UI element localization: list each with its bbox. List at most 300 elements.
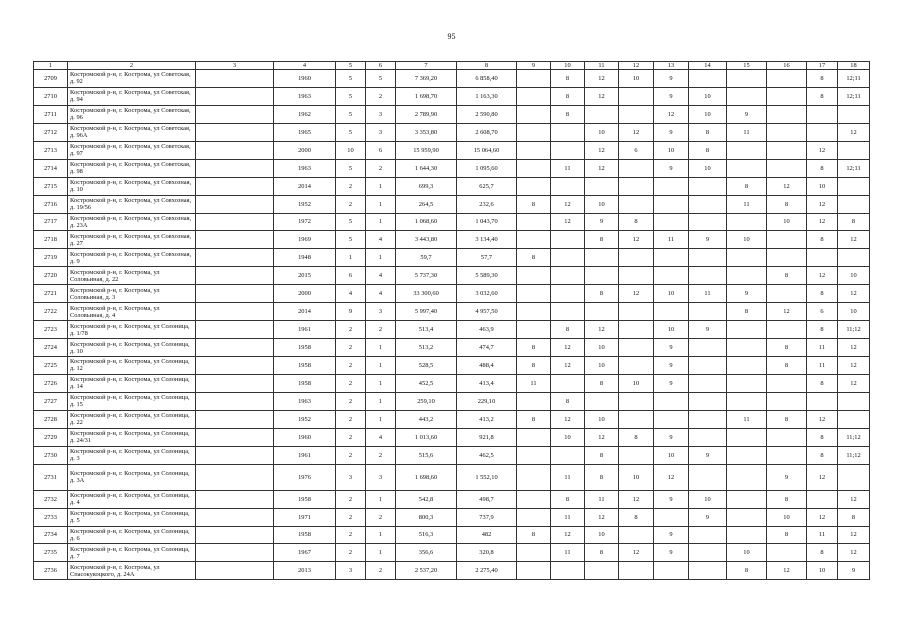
table-cell [654, 508, 689, 526]
table-cell: 12 [807, 464, 838, 490]
table-cell: 2 [366, 508, 396, 526]
table-cell: 8 [838, 508, 870, 526]
row-number-cell: 2732 [34, 490, 68, 508]
table-cell [551, 285, 585, 303]
table-cell: 2 [336, 177, 366, 195]
table-cell [619, 195, 654, 213]
table-cell: 4 [366, 428, 396, 446]
table-cell: 11 [517, 374, 551, 392]
row-number-cell: 2735 [34, 544, 68, 562]
table-cell: 452,5 [396, 374, 457, 392]
table-cell [585, 267, 619, 285]
table-cell: 1960 [274, 70, 336, 88]
table-cell: 1 698,70 [396, 87, 457, 105]
table-cell: 12 [838, 339, 870, 357]
table-cell: 1 095,60 [457, 159, 517, 177]
table-cell: 11 [727, 123, 767, 141]
table-cell: 10 [654, 446, 689, 464]
table-cell: 8 [767, 339, 807, 357]
table-cell: 8 [585, 544, 619, 562]
table-cell: 12 [619, 285, 654, 303]
table-cell [689, 410, 727, 428]
row-number-cell: 2728 [34, 410, 68, 428]
table-cell: 8 [517, 410, 551, 428]
table-cell [517, 303, 551, 321]
table-cell: 10 [585, 410, 619, 428]
table-cell [654, 562, 689, 580]
table-cell [517, 392, 551, 410]
table-cell: 12 [585, 321, 619, 339]
column-header: 2 [68, 62, 196, 70]
table-cell: 1952 [274, 410, 336, 428]
table-cell: 8 [767, 490, 807, 508]
table-cell: 11 [585, 490, 619, 508]
table-cell: 11;12 [838, 428, 870, 446]
page-number: 95 [447, 32, 456, 41]
table-cell [727, 70, 767, 88]
table-cell: 625,7 [457, 177, 517, 195]
table-row [34, 231, 870, 249]
table-cell [654, 249, 689, 267]
table-cell [689, 392, 727, 410]
column-header: 9 [517, 62, 551, 70]
table-cell: 9 [585, 213, 619, 231]
table-cell [807, 249, 838, 267]
table-cell: 1 163,30 [457, 87, 517, 105]
table-cell: 2 [366, 446, 396, 464]
column-header: 17 [807, 62, 838, 70]
table-cell [767, 428, 807, 446]
table-cell [727, 428, 767, 446]
table-row [34, 357, 870, 375]
table-cell: 10 [585, 526, 619, 544]
table-cell: 8 [807, 321, 838, 339]
address-cell: Костромской р-н, г. Кострома, ул Солоница, д. 14 [68, 374, 196, 392]
table-cell: 12 [551, 410, 585, 428]
table-cell: 12 [807, 508, 838, 526]
table-cell [807, 123, 838, 141]
address-cell: Костромской р-н, г. Кострома, ул Совхозная, д. 9 [68, 249, 196, 267]
table-cell: 356,6 [396, 544, 457, 562]
table-cell: 2 [336, 508, 366, 526]
table-cell: 5 737,30 [396, 267, 457, 285]
address-cell: Костромской р-н, г. Кострома, ул Соловьиная, д. 3 [68, 285, 196, 303]
address-cell: Костромской р-н, г. Кострома, ул Солоница, д. 12 [68, 357, 196, 375]
table-cell [838, 410, 870, 428]
table-cell [727, 490, 767, 508]
table-cell: 8 [727, 177, 767, 195]
table-cell: 1 [366, 490, 396, 508]
housing-registry-table [33, 61, 870, 580]
table-row [34, 267, 870, 285]
table-row [34, 177, 870, 195]
row-number-cell: 2711 [34, 105, 68, 123]
table-cell: 8 [767, 410, 807, 428]
table-cell: 10 [689, 105, 727, 123]
table-cell: 1958 [274, 490, 336, 508]
table-cell: 1 [366, 357, 396, 375]
table-cell: 1952 [274, 195, 336, 213]
address-cell: Костромской р-н, г. Кострома, ул Советская, д. 98 [68, 159, 196, 177]
table-cell [767, 105, 807, 123]
table-cell: 9 [654, 123, 689, 141]
row-number-cell: 2721 [34, 285, 68, 303]
table-cell [517, 428, 551, 446]
table-cell [619, 357, 654, 375]
address-cell: Костромской р-н, г. Кострома, ул Совхозная, д. 27 [68, 231, 196, 249]
table-cell: 1971 [274, 508, 336, 526]
table-cell: 1 [366, 195, 396, 213]
table-cell: 9 [727, 105, 767, 123]
table-cell: 9 [654, 159, 689, 177]
table-cell: 1960 [274, 428, 336, 446]
table-cell: 4 [366, 267, 396, 285]
table-cell: 1 [366, 544, 396, 562]
table-cell: 9 [654, 526, 689, 544]
table-cell: 12 [551, 357, 585, 375]
table-cell: 8 [807, 159, 838, 177]
table-cell: 482 [457, 526, 517, 544]
table-cell: 413,4 [457, 374, 517, 392]
row-number-cell: 2726 [34, 374, 68, 392]
table-cell: 9 [689, 446, 727, 464]
column-header: 16 [767, 62, 807, 70]
table-cell: 5 [336, 123, 366, 141]
table-cell: 9 [767, 464, 807, 490]
table-cell: 8 [551, 321, 585, 339]
table-cell: 12 [654, 464, 689, 490]
table-cell: 1962 [274, 105, 336, 123]
table-cell: 2 [366, 87, 396, 105]
table-cell: 9 [689, 321, 727, 339]
table-cell: 12 [807, 213, 838, 231]
table-cell: 1 068,60 [396, 213, 457, 231]
table-cell: 6 858,40 [457, 70, 517, 88]
table-cell: 12 [838, 490, 870, 508]
table-row [34, 303, 870, 321]
address-cell: Костромской р-н, г. Кострома, ул Солоница, д. 15 [68, 392, 196, 410]
table-cell [619, 177, 654, 195]
table-cell [517, 446, 551, 464]
table-cell: 3 [366, 105, 396, 123]
table-cell: 1963 [274, 87, 336, 105]
table-cell [196, 464, 274, 490]
table-row [34, 526, 870, 544]
table-cell: 10 [727, 544, 767, 562]
table-cell [767, 285, 807, 303]
table-cell: 542,8 [396, 490, 457, 508]
column-header: 18 [838, 62, 870, 70]
table-cell: 12 [551, 195, 585, 213]
table-cell: 2 [336, 446, 366, 464]
table-cell [196, 357, 274, 375]
table-cell: 1 644,30 [396, 159, 457, 177]
table-cell [196, 87, 274, 105]
table-cell [727, 526, 767, 544]
table-cell: 2 789,90 [396, 105, 457, 123]
table-cell: 10 [767, 213, 807, 231]
table-cell: 2 537,20 [396, 562, 457, 580]
table-cell: 1958 [274, 339, 336, 357]
table-cell: 320,8 [457, 544, 517, 562]
table-row [34, 508, 870, 526]
table-cell: 12 [767, 177, 807, 195]
table-cell: 8 [767, 267, 807, 285]
table-cell: 3 [336, 464, 366, 490]
table-row [34, 285, 870, 303]
table-cell [196, 177, 274, 195]
table-cell: 1976 [274, 464, 336, 490]
table-cell: 8 [838, 213, 870, 231]
table-cell: 10 [654, 321, 689, 339]
table-cell: 8 [767, 195, 807, 213]
table-cell: 10 [619, 374, 654, 392]
table-cell [196, 374, 274, 392]
table-cell [196, 303, 274, 321]
address-cell: Костромской р-н, г. Кострома, ул Солоница, д. 3А [68, 464, 196, 490]
table-cell: 10 [838, 303, 870, 321]
table-cell: 5 [336, 87, 366, 105]
table-cell: 9 [654, 70, 689, 88]
table-cell: 8 [727, 303, 767, 321]
table-cell [727, 87, 767, 105]
table-cell [654, 303, 689, 321]
table-cell: 11 [727, 410, 767, 428]
table-cell [196, 141, 274, 159]
table-cell: 2015 [274, 267, 336, 285]
table-cell: 1972 [274, 213, 336, 231]
table-cell [551, 249, 585, 267]
table-row [34, 195, 870, 213]
table-cell: 1958 [274, 374, 336, 392]
address-cell: Костромской р-н, г. Кострома, ул Спасокукоцкого, д. 24А [68, 562, 196, 580]
table-cell [727, 249, 767, 267]
table-cell: 8 [807, 446, 838, 464]
table-cell [196, 392, 274, 410]
table-cell [551, 374, 585, 392]
table-cell: 4 957,50 [457, 303, 517, 321]
address-cell: Костромской р-н, г. Кострома, ул Советская, д. 97 [68, 141, 196, 159]
table-cell: 8 [517, 195, 551, 213]
table-cell: 1963 [274, 392, 336, 410]
table-cell: 10 [807, 177, 838, 195]
table-cell: 5 997,40 [396, 303, 457, 321]
table-cell: 1963 [274, 159, 336, 177]
table-cell [619, 249, 654, 267]
table-cell: 11 [727, 195, 767, 213]
table-cell [517, 508, 551, 526]
table-cell [689, 70, 727, 88]
table-cell [727, 141, 767, 159]
table-cell [689, 339, 727, 357]
table-cell [196, 339, 274, 357]
column-header: 4 [274, 62, 336, 70]
table-cell: 516,3 [396, 526, 457, 544]
table-cell [838, 249, 870, 267]
table-cell [585, 249, 619, 267]
table-cell: 7 369,20 [396, 70, 457, 88]
table-cell: 2 [336, 339, 366, 357]
table-cell: 5 [366, 70, 396, 88]
table-cell: 10 [619, 70, 654, 88]
table-cell: 8 [585, 464, 619, 490]
table-row [34, 159, 870, 177]
table-cell [767, 321, 807, 339]
table-cell [838, 177, 870, 195]
table-cell: 10 [585, 339, 619, 357]
table-cell: 1 [366, 410, 396, 428]
table-cell: 10 [551, 428, 585, 446]
table-cell: 528,5 [396, 357, 457, 375]
table-cell: 10 [654, 141, 689, 159]
row-number-cell: 2736 [34, 562, 68, 580]
row-number-cell: 2734 [34, 526, 68, 544]
table-cell [517, 267, 551, 285]
table-cell [196, 490, 274, 508]
table-cell [551, 123, 585, 141]
table-cell: 10 [585, 195, 619, 213]
table-cell: 3 [366, 464, 396, 490]
table-cell: 57,7 [457, 249, 517, 267]
table-cell: 10 [767, 508, 807, 526]
table-cell: 9 [654, 339, 689, 357]
table-cell: 8 [517, 526, 551, 544]
table-row [34, 70, 870, 88]
table-cell: 2 [336, 544, 366, 562]
table-cell: 2 [366, 562, 396, 580]
table-cell: 3 032,60 [457, 285, 517, 303]
table-cell: 463,9 [457, 321, 517, 339]
table-cell: 1961 [274, 446, 336, 464]
column-header: 7 [396, 62, 457, 70]
table-cell: 1967 [274, 544, 336, 562]
table-cell [654, 267, 689, 285]
address-cell: Костромской р-н, г. Кострома, ул Соловьиная, д. 22 [68, 267, 196, 285]
row-number-cell: 2720 [34, 267, 68, 285]
address-cell: Костромской р-н, г. Кострома, ул Советская, д. 92 [68, 70, 196, 88]
table-cell: 10 [838, 267, 870, 285]
table-cell [551, 303, 585, 321]
table-cell [767, 231, 807, 249]
row-number-cell: 2731 [34, 464, 68, 490]
table-cell: 1 552,10 [457, 464, 517, 490]
table-cell [689, 213, 727, 231]
table-cell [619, 267, 654, 285]
address-cell: Костромской р-н, г. Кострома, ул Совхозная, д. 10 [68, 177, 196, 195]
table-cell: 8 [517, 357, 551, 375]
table-cell: 15 959,90 [396, 141, 457, 159]
table-cell: 1 013,60 [396, 428, 457, 446]
table-row [34, 105, 870, 123]
table-cell: 11 [551, 159, 585, 177]
table-cell: 737,9 [457, 508, 517, 526]
table-cell [689, 562, 727, 580]
address-cell: Костромской р-н, г. Кострома, ул Солоница, д. 7 [68, 544, 196, 562]
table-cell: 8 [807, 374, 838, 392]
table-cell: 4 [366, 231, 396, 249]
table-row [34, 87, 870, 105]
table-cell: 2 [336, 321, 366, 339]
table-cell: 2 [336, 195, 366, 213]
table-cell: 9 [654, 544, 689, 562]
table-cell: 443,2 [396, 410, 457, 428]
table-cell: 699,3 [396, 177, 457, 195]
table-cell: 8 [807, 428, 838, 446]
column-number-header [34, 62, 870, 70]
table-cell: 8 [551, 87, 585, 105]
table-row [34, 446, 870, 464]
table-cell: 8 [727, 562, 767, 580]
table-cell: 2 [336, 357, 366, 375]
row-number-cell: 2724 [34, 339, 68, 357]
table-cell [727, 213, 767, 231]
column-header: 15 [727, 62, 767, 70]
table-cell [689, 303, 727, 321]
table-cell: 232,6 [457, 195, 517, 213]
table-cell: 1 [366, 177, 396, 195]
row-number-cell: 2717 [34, 213, 68, 231]
table-cell: 3 [366, 123, 396, 141]
table-cell: 513,2 [396, 339, 457, 357]
table-cell [727, 508, 767, 526]
table-row [34, 392, 870, 410]
address-cell: Костромской р-н, г. Кострома, ул Солоница, д. 4 [68, 490, 196, 508]
table-cell: 9 [838, 562, 870, 580]
table-cell: 2 [336, 410, 366, 428]
table-cell: 12 [767, 303, 807, 321]
table-cell [727, 446, 767, 464]
table-cell [517, 177, 551, 195]
table-cell: 59,7 [396, 249, 457, 267]
table-cell: 9 [689, 508, 727, 526]
table-row [34, 490, 870, 508]
table-cell: 264,5 [396, 195, 457, 213]
table-cell: 8 [619, 428, 654, 446]
table-cell: 8 [585, 285, 619, 303]
table-cell: 1948 [274, 249, 336, 267]
table-cell: 11 [807, 357, 838, 375]
table-cell: 12 [551, 526, 585, 544]
table-cell: 12 [585, 508, 619, 526]
table-cell: 12 [838, 357, 870, 375]
table-cell: 12 [838, 374, 870, 392]
table-cell [517, 105, 551, 123]
table-cell: 10 [689, 490, 727, 508]
table-cell: 12 [551, 339, 585, 357]
table-cell: 5 [336, 105, 366, 123]
table-cell [767, 159, 807, 177]
row-number-cell: 2733 [34, 508, 68, 526]
table-cell: 9 [336, 303, 366, 321]
table-cell [196, 544, 274, 562]
table-cell [807, 105, 838, 123]
table-cell [619, 321, 654, 339]
table-cell: 1965 [274, 123, 336, 141]
row-number-cell: 2710 [34, 87, 68, 105]
table-cell [551, 446, 585, 464]
table-cell: 2 [336, 392, 366, 410]
table-cell: 2 [366, 159, 396, 177]
table-cell: 413,2 [457, 410, 517, 428]
address-cell: Костромской р-н, г. Кострома, ул Солоница, д. 1/78 [68, 321, 196, 339]
row-number-cell: 2713 [34, 141, 68, 159]
table-cell: 1 [366, 392, 396, 410]
table-cell [654, 392, 689, 410]
address-cell: Костромской р-н, г. Кострома, ул Солоница, д. 24/31 [68, 428, 196, 446]
table-cell: 8 [767, 357, 807, 375]
table-cell: 8 [585, 374, 619, 392]
table-cell: 12;11 [838, 70, 870, 88]
